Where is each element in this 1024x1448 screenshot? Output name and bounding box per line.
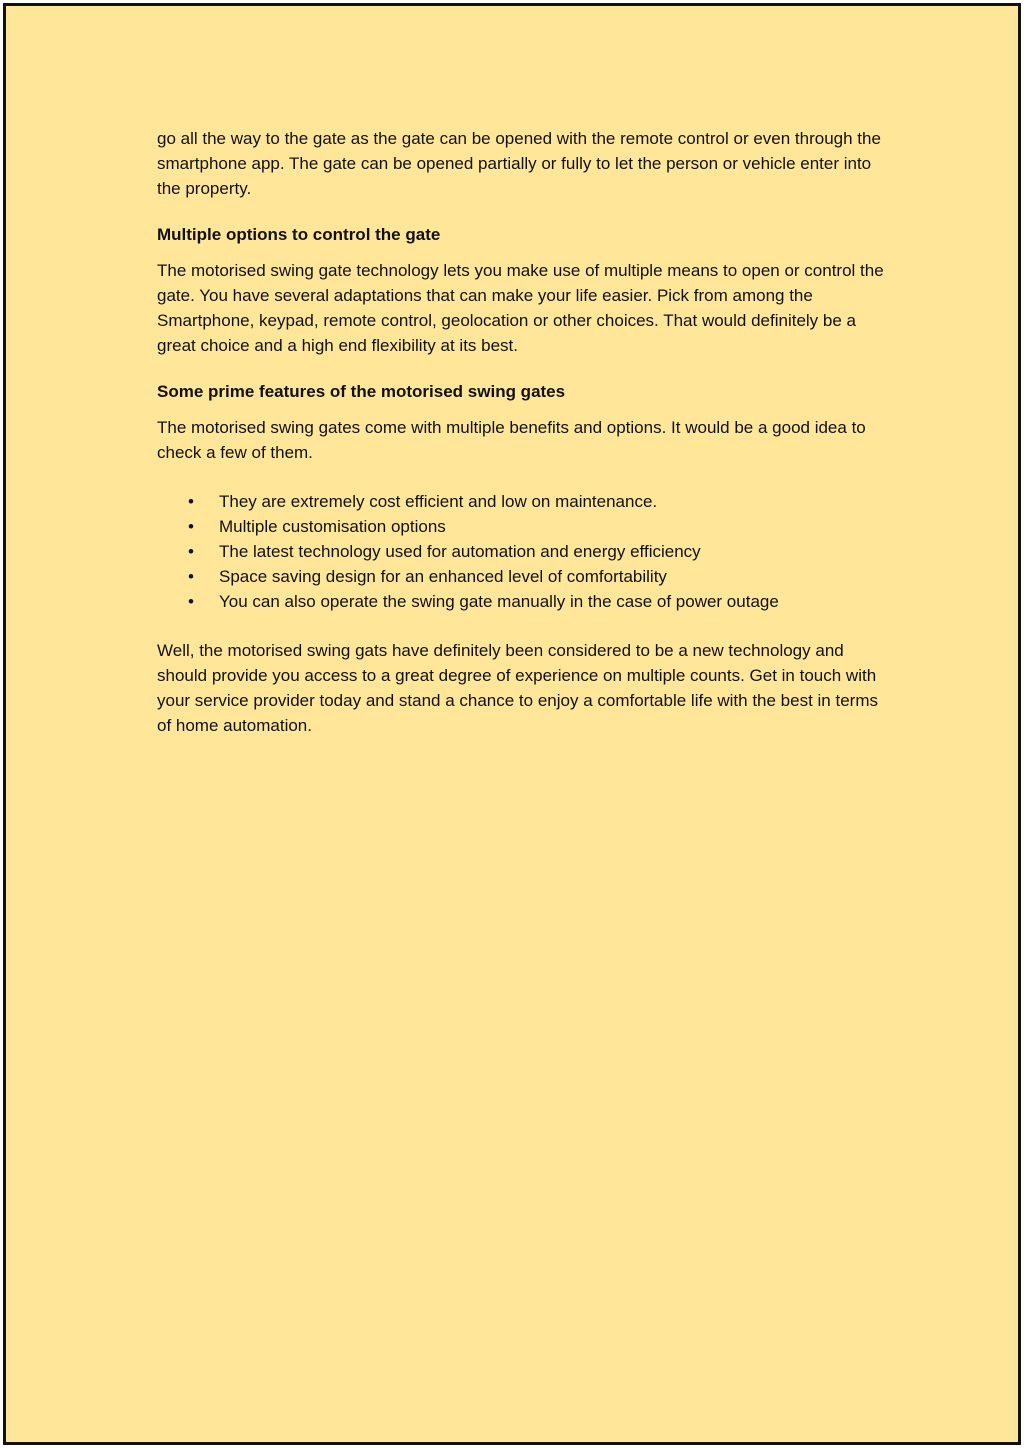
list-item — [157, 589, 887, 614]
section-heading-control-options: Multiple options to control the gate — [157, 225, 441, 244]
features-list — [157, 489, 887, 614]
list-item-text: The latest technology used for automation and energy efficiency — [219, 542, 701, 561]
document-page — [3, 3, 1021, 1445]
closing-paragraph: Well, the motorised swing gats have definitely been considered to be a new technology and should provide you access to a great degree of experience on multiple counts. Get in touch with your service provider today and stand a chance to enjoy a comfortable life with the best in terms of home automation. — [157, 641, 878, 735]
list-item-text: Multiple customisation options — [219, 517, 446, 536]
list-item — [157, 489, 887, 514]
document-body — [157, 126, 887, 738]
bullet-icon: • — [188, 517, 194, 536]
bullet-icon: • — [188, 542, 194, 561]
intro-paragraph: go all the way to the gate as the gate can be opened with the remote control or even through the smartphone app. The gate can be opened partially or fully to let the person or vehicle enter into the property. — [157, 129, 881, 198]
section-paragraph-control-options: The motorised swing gate technology lets you make use of multiple means to open or control the gate. You have several adaptations that can make your life easier. Pick from among the Smartphone, keypad, remote control, geolocation or other choices. That would definitely be a great choice and a high end flexibility at its best. — [157, 261, 884, 355]
list-item — [157, 564, 887, 589]
list-item-text: Space saving design for an enhanced level of comfortability — [219, 567, 667, 586]
list-item-text: You can also operate the swing gate manually in the case of power outage — [219, 592, 779, 611]
list-item-text: They are extremely cost efficient and low on maintenance. — [219, 492, 658, 511]
list-item — [157, 514, 887, 539]
bullet-icon: • — [188, 567, 194, 586]
section-heading-prime-features: Some prime features of the motorised swing gates — [157, 382, 566, 401]
bullet-icon: • — [188, 592, 194, 611]
section-paragraph-prime-features: The motorised swing gates come with multiple benefits and options. It would be a good idea to check a few of them. — [157, 418, 866, 462]
bullet-icon: • — [188, 492, 194, 511]
list-item — [157, 539, 887, 564]
